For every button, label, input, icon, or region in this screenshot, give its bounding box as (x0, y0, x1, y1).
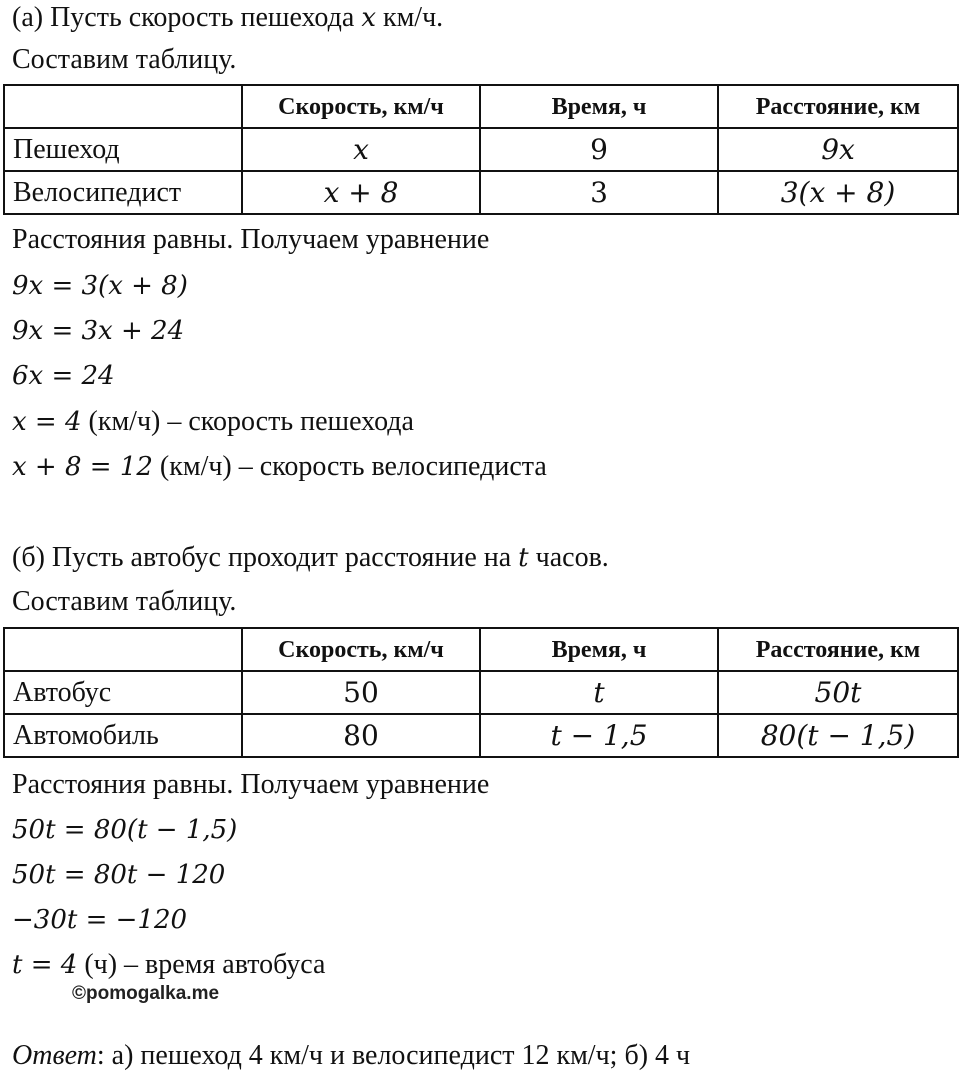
table-cell: 50 (242, 671, 480, 714)
table-cell: Пешеход (4, 128, 242, 171)
part-a-make-table: Составим таблицу. (12, 44, 237, 75)
table-header-cell: Время, ч (480, 628, 718, 671)
table-header-cell: Расстояние, км (718, 85, 958, 128)
table-cell: 80 (242, 714, 480, 757)
part-a-step-1: 9x = 3(x + 8) (12, 271, 188, 301)
part-b-result-eq: t = 4 (12, 950, 78, 980)
table-header-cell: Скорость, км/ч (242, 85, 480, 128)
table-cell: 3(x + 8) (718, 171, 958, 214)
part-a-result-1-eq: x = 4 (12, 407, 82, 437)
table-row (4, 128, 958, 171)
table-cell: t (480, 671, 718, 714)
part-b-intro (12, 540, 609, 576)
part-a-intro-prefix: (а) Пусть скорость пешехода (12, 2, 362, 33)
part-b-step-3: −30t = −120 (12, 905, 188, 935)
table-cell: 9 (480, 128, 718, 171)
table-cell: x (242, 128, 480, 171)
part-a-equation-intro: Расстояния равны. Получаем уравнение (12, 224, 490, 255)
part-b-step-2: 50t = 80t − 120 (12, 860, 226, 890)
part-a-intro (12, 0, 443, 36)
table-header-cell (4, 628, 242, 671)
part-a-result-1 (12, 404, 414, 440)
part-a-result-2-eq: x + 8 = 12 (12, 452, 153, 482)
part-b-table (3, 627, 959, 758)
part-a-result-1-text: (км/ч) – скорость пешехода (81, 406, 414, 437)
table-header-cell: Скорость, км/ч (242, 628, 480, 671)
table-cell: 9x (718, 128, 958, 171)
table-row (4, 714, 958, 757)
part-a-step-2: 9x = 3x + 24 (12, 316, 185, 346)
table-header-cell: Время, ч (480, 85, 718, 128)
part-b-result (12, 947, 325, 983)
part-b-step-1: 50t = 80(t − 1,5) (12, 815, 238, 845)
answer-label: Ответ (12, 1040, 97, 1071)
table-row (4, 671, 958, 714)
part-b-intro-prefix: (б) Пусть автобус проходит расстояние на (12, 542, 519, 573)
answer-text: : а) пешеход 4 км/ч и велосипедист 12 км/ч; б) 4 ч (96, 1040, 691, 1071)
table-cell: Велосипедист (4, 171, 242, 214)
table-cell: Автомобиль (4, 714, 242, 757)
part-b-result-text: (ч) – время автобуса (77, 949, 326, 980)
part-a-step-3: 6x = 24 (12, 361, 115, 391)
table-cell: Автобус (4, 671, 242, 714)
part-a-result-2 (12, 449, 547, 485)
part-a-intro-var: x (361, 3, 376, 33)
part-a-result-2-text: (км/ч) – скорость велосипедиста (152, 451, 547, 482)
table-cell: 80(t − 1,5) (718, 714, 958, 757)
table-header-row (4, 85, 958, 128)
part-b-equation-intro: Расстояния равны. Получаем уравнение (12, 769, 490, 800)
watermark: ©pomogalka.me (72, 983, 220, 1004)
part-b-intro-var: t (518, 543, 529, 573)
part-b-intro-suffix: часов. (528, 542, 609, 573)
table-row (4, 171, 958, 214)
table-header-row (4, 628, 958, 671)
answer-line (12, 1038, 690, 1074)
part-b-make-table: Составим таблицу. (12, 586, 237, 617)
table-cell: t − 1,5 (480, 714, 718, 757)
table-cell: x + 8 (242, 171, 480, 214)
part-a-table (3, 84, 959, 215)
table-cell: 50t (718, 671, 958, 714)
part-a-intro-suffix: км/ч. (375, 2, 444, 33)
table-cell: 3 (480, 171, 718, 214)
table-header-cell: Расстояние, км (718, 628, 958, 671)
table-header-cell (4, 85, 242, 128)
